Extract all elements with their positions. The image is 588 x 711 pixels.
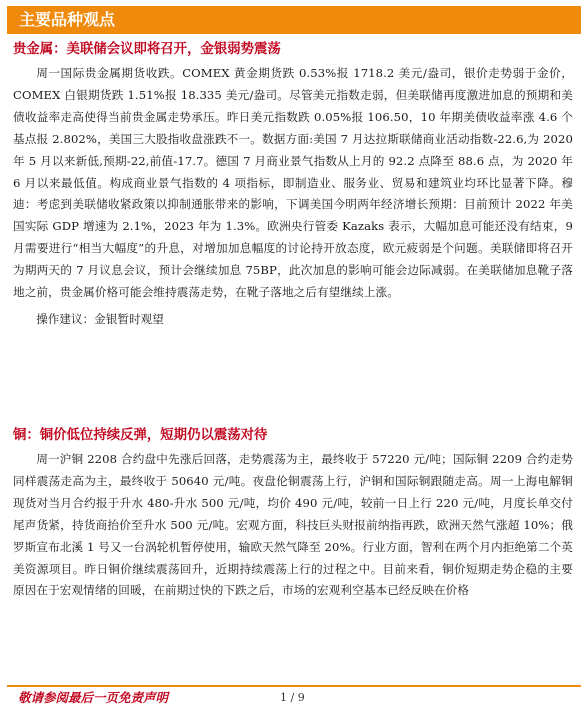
footer-divider [7,685,581,687]
section-precious-metals [13,41,573,330]
section-title: 贵金属：美联储会议即将召开，金银弱势震荡 [13,42,281,57]
section-paragraph: 周一国际贵金属期货收跌。COMEX 黄金期货跌 0.53%报 1718.2 美元/盎司，银价走势弱于金价，COMEX 白银期货跌 1.51%报 18.335 美元/盎司。尽管美元指数走弱，但美联储再度激进加息的预期和美债收益率走高使得当前贵金属走势承压。昨日美元指数跌 0.05%报 106.50，10 年期美债收益率涨 4.6 个基点报 2.802%，美国三大股指收盘涨跌不一。数据方面:美国 7 月达拉斯联储商业活动指数-22.6,为 2020 年 5 月以来新低,预期-22,前值-17.7。德国 7 月商业景气指数从上月的 92.2 点降至 88.6 点，为 2020 年 6 月以来最低值。构成商业景气指数的 4 项指标，即制造业、服务业、贸易和建筑业均环比显著下降。穆迪：考虑到美联储收紧政策以抑制通胀带来的影响，下调美国今明两年经济增长预期：目前预计 2022 年美国实际 GDP 增速为 2.1%，2023 年为 1.3%。欧洲央行管委 Kazaks 表示，大幅加息可能还没有结束，9 月需要进行“相当大幅度”的升息，对增加加息幅度的讨论持开放态度，欧元疲弱是个问题。美联储即将召开为期两天的 7 月议息会议，预计会继续加息 75BP，此次加息的影响可能会边际减弱。在美联储加息靴子落地之前，贵金属价格可能会维持震荡走势，在靴子落地之后有望继续上涨。 [13,66,573,300]
operation-advice: 操作建议：金银暂时观望 [36,311,164,326]
header-bar [7,6,581,34]
page-title: 主要品种观点 [19,10,116,29]
section-title: 铜：铜价低位持续反弹，短期仍以震荡对待 [13,428,268,443]
section-copper [13,427,573,602]
section-paragraph: 周一沪铜 2208 合约盘中先涨后回落，走势震荡为主，最终收于 57220 元/吨；国际铜 2209 合约走势同样震荡走高为主，最终收于 50640 元/吨。夜盘伦铜震荡上行，沪铜和国际铜跟随走高。周一上海电解铜现货对当月合约报于升水 480-升水 500 元/吨，均价 490 元/吨，较前一日上行 220 元/吨，月度长单交付尾声货紧，持货商抬价至升水 500 元/吨。宏观方面，科技巨头财报前纳指再跌，欧洲天然气涨超 10%；俄罗斯宣布北溪 1 号又一台涡轮机暂停使用，输欧天然气降至 20%。行业方面，智利在两个月内拒绝第二个英美资源项目。昨日铜价继续震荡回升，近期持续震荡上行的过程之中。目前来看，铜价短期走势企稳的主要原因在于宏观情绪的回暖，在前期过快的下跌之后，市场的宏观利空基本已经反映在价格 [13,452,573,598]
page-number: 1 / 9 [280,691,305,704]
disclaimer-link[interactable]: 敬请参阅最后一页免责声明 [18,690,169,705]
